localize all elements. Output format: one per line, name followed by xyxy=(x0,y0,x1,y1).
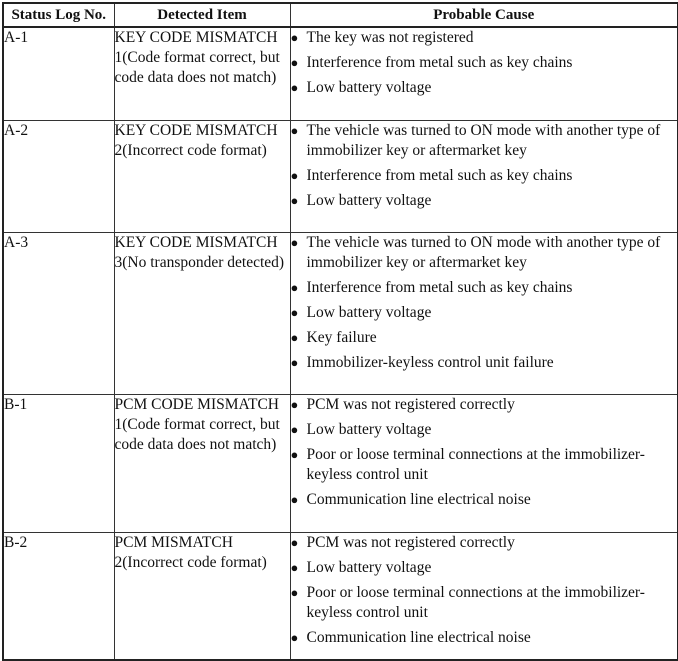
table-row xyxy=(3,532,678,660)
status-log-number: B-1 xyxy=(3,394,114,532)
cause-text: PCM was not registered correctly xyxy=(306,395,515,413)
probable-cause-list xyxy=(291,121,678,211)
list-item xyxy=(291,53,678,73)
table-body xyxy=(3,27,678,660)
detected-item-detail: 2(Incorrect code format) xyxy=(114,141,267,159)
cause-text: Low battery voltage xyxy=(306,558,432,576)
header-probable-cause: Probable Cause xyxy=(290,3,678,27)
list-item xyxy=(291,445,678,485)
bullet-icon: ● xyxy=(290,30,299,45)
diagnostic-table xyxy=(2,2,678,661)
cause-text: Low battery voltage xyxy=(306,191,432,209)
cause-text: Low battery voltage xyxy=(306,420,432,438)
table-row xyxy=(3,120,678,232)
bullet-icon: ● xyxy=(290,234,299,250)
probable-cause-cell xyxy=(290,232,678,394)
table-row xyxy=(3,27,678,120)
table-row xyxy=(3,232,678,394)
list-item xyxy=(291,303,678,323)
table-row xyxy=(3,394,678,532)
status-log-number: A-2 xyxy=(3,120,114,232)
cause-text: Immobilizer-keyless control unit failure xyxy=(306,353,554,371)
probable-cause-cell xyxy=(290,394,678,532)
list-item xyxy=(291,533,678,553)
detected-item xyxy=(114,120,290,232)
list-item xyxy=(291,583,678,623)
status-log-number: B-2 xyxy=(3,532,114,660)
bullet-icon: ● xyxy=(290,55,299,70)
bullet-icon: ● xyxy=(290,396,299,412)
bullet-icon: ● xyxy=(290,304,299,320)
list-item xyxy=(291,328,678,348)
status-log-number: A-1 xyxy=(3,27,114,120)
detected-item-title: KEY CODE MISMATCH xyxy=(114,233,278,251)
detected-item xyxy=(114,232,290,394)
list-item xyxy=(291,420,678,440)
header-detected-item: Detected Item xyxy=(114,3,290,27)
cause-text: PCM was not registered correctly xyxy=(306,533,515,551)
list-item xyxy=(291,628,678,648)
bullet-icon: ● xyxy=(290,192,299,208)
list-item xyxy=(291,166,678,186)
bullet-icon: ● xyxy=(290,559,299,575)
detected-item-detail: 2(Incorrect code format) xyxy=(114,553,267,571)
cause-text: Poor or loose terminal connections at the immobilizer-keyless control unit xyxy=(306,583,645,621)
bullet-icon: ● xyxy=(290,446,299,462)
list-item xyxy=(291,395,678,415)
cause-text: Interference from metal such as key chains xyxy=(306,54,573,71)
list-item xyxy=(291,121,678,161)
cause-text: The vehicle was turned to ON mode with another type of immobilizer key or aftermarket key xyxy=(306,233,661,271)
probable-cause-list xyxy=(291,233,678,373)
cause-text: Interference from metal such as key chains xyxy=(306,166,573,184)
bullet-icon: ● xyxy=(290,122,299,138)
list-item xyxy=(291,353,678,373)
cause-text: Low battery voltage xyxy=(306,79,432,96)
cause-text: The vehicle was turned to ON mode with another type of immobilizer key or aftermarket key xyxy=(306,121,661,159)
detected-item-detail: 1(Code format correct, but code data does not match) xyxy=(114,415,280,453)
detected-item-title: PCM MISMATCH xyxy=(114,533,233,551)
bullet-icon: ● xyxy=(290,329,299,345)
bullet-icon: ● xyxy=(290,534,299,550)
bullet-icon: ● xyxy=(290,167,299,183)
cause-text: Interference from metal such as key chains xyxy=(306,278,573,296)
detected-item-detail: 3(No transponder detected) xyxy=(114,253,285,271)
list-item xyxy=(291,233,678,273)
bullet-icon: ● xyxy=(290,421,299,437)
header-status-log-no: Status Log No. xyxy=(3,3,114,27)
cause-text: Key failure xyxy=(306,328,377,346)
bullet-icon: ● xyxy=(290,354,299,370)
list-item xyxy=(291,558,678,578)
list-item xyxy=(291,28,678,48)
detected-item-detail: 1(Code format correct, but code data does not match) xyxy=(114,49,280,86)
bullet-icon: ● xyxy=(290,279,299,295)
status-log-number: A-3 xyxy=(3,232,114,394)
bullet-icon: ● xyxy=(290,491,299,507)
probable-cause-list xyxy=(291,533,678,648)
detected-item-title: PCM CODE MISMATCH xyxy=(114,395,280,413)
list-item xyxy=(291,78,678,98)
cause-text: Low battery voltage xyxy=(306,303,432,321)
probable-cause-cell xyxy=(290,27,678,120)
list-item xyxy=(291,191,678,211)
detected-item xyxy=(114,394,290,532)
probable-cause-cell xyxy=(290,532,678,660)
cause-text: The key was not registered xyxy=(306,29,474,46)
list-item xyxy=(291,490,678,510)
cause-text: Communication line electrical noise xyxy=(306,628,531,646)
probable-cause-list xyxy=(291,28,678,98)
detected-item-title: KEY CODE MISMATCH xyxy=(114,29,278,46)
list-item xyxy=(291,278,678,298)
detected-item xyxy=(114,27,290,120)
bullet-icon: ● xyxy=(290,584,299,600)
detected-item-title: KEY CODE MISMATCH xyxy=(114,121,278,139)
bullet-icon: ● xyxy=(290,80,299,95)
probable-cause-list xyxy=(291,395,678,510)
cause-text: Communication line electrical noise xyxy=(306,490,531,508)
cause-text: Poor or loose terminal connections at the immobilizer-keyless control unit xyxy=(306,445,645,483)
detected-item xyxy=(114,532,290,660)
table-header-row xyxy=(3,3,678,27)
bullet-icon: ● xyxy=(290,629,299,645)
probable-cause-cell xyxy=(290,120,678,232)
